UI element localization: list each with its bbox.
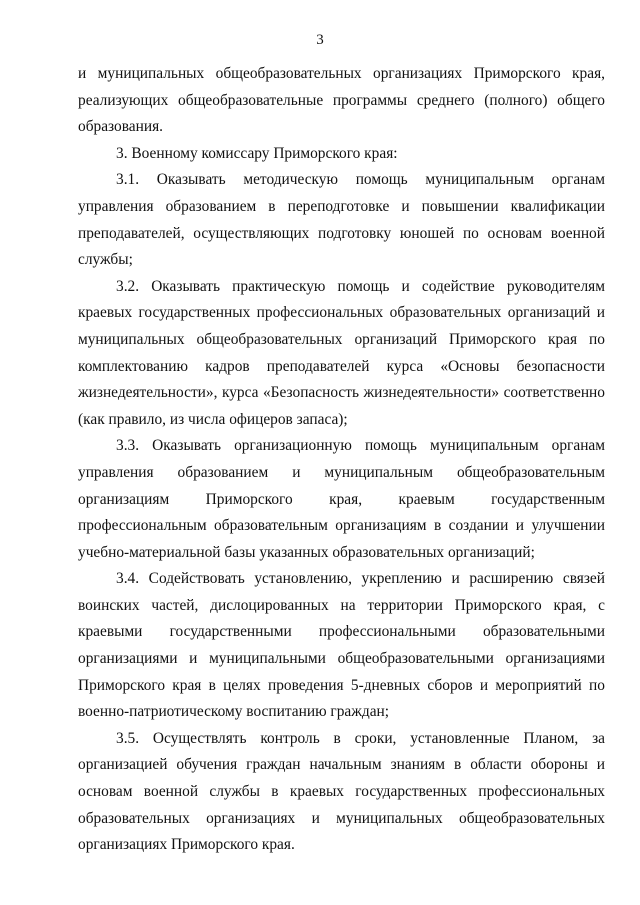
paragraph-item-3-4: 3.4. Содействовать установлению, укреплению и расширению связей воинских частей, дислоцированных на территории Приморского края, с краевыми государственными профессиональными образовательными организациями и муниципальными общеобразовательными организациями Приморского края в целях проведения 5-дневных сборов и мероприятий по военно-патриотическому воспитанию граждан; [78, 570, 605, 721]
page-number: 3 [316, 32, 324, 48]
document-body [78, 61, 605, 859]
paragraph-continuation: и муниципальных общеобразовательных организациях Приморского края, реализующих общеобразовательные программы среднего (полного) общего образования. [78, 65, 605, 136]
paragraph-item-3: 3. Военному комиссару Приморского края: [116, 144, 398, 162]
paragraph-item-3-1: 3.1. Оказывать методическую помощь муниципальным органам управления образованием в переподготовке и повышении квалификации преподавателей, осуществляющих подготовку юношей по основам военной службы; [78, 171, 605, 269]
paragraph-item-3-2: 3.2. Оказывать практическую помощь и содействие руководителям краевых государственных профессиональных образовательных организаций и муниципальных общеобразовательных организаций Приморского края по комплектованию кадров преподавателей курса «Основы безопасности жизнедеятельности», курса «Безопасность жизнедеятельности» соответственно (как правило, из числа офицеров запаса); [78, 277, 605, 428]
paragraph-item-3-3: 3.3. Оказывать организационную помощь муниципальным органам управления образованием и муниципальным общеобразовательным организациям Приморского края, краевым государственным профессиональным образовательным организациям в создании и улучшении учебно-материальной базы указанных образовательных организаций; [78, 437, 605, 561]
paragraph-item-3-5: 3.5. Осуществлять контроль в сроки, установленные Планом, за организацией обучения граждан начальным знаниям в области обороны и основам военной службы в краевых государственных профессиональных образовательных организациях и муниципальных общеобразовательных организациях Приморского края. [78, 729, 605, 854]
